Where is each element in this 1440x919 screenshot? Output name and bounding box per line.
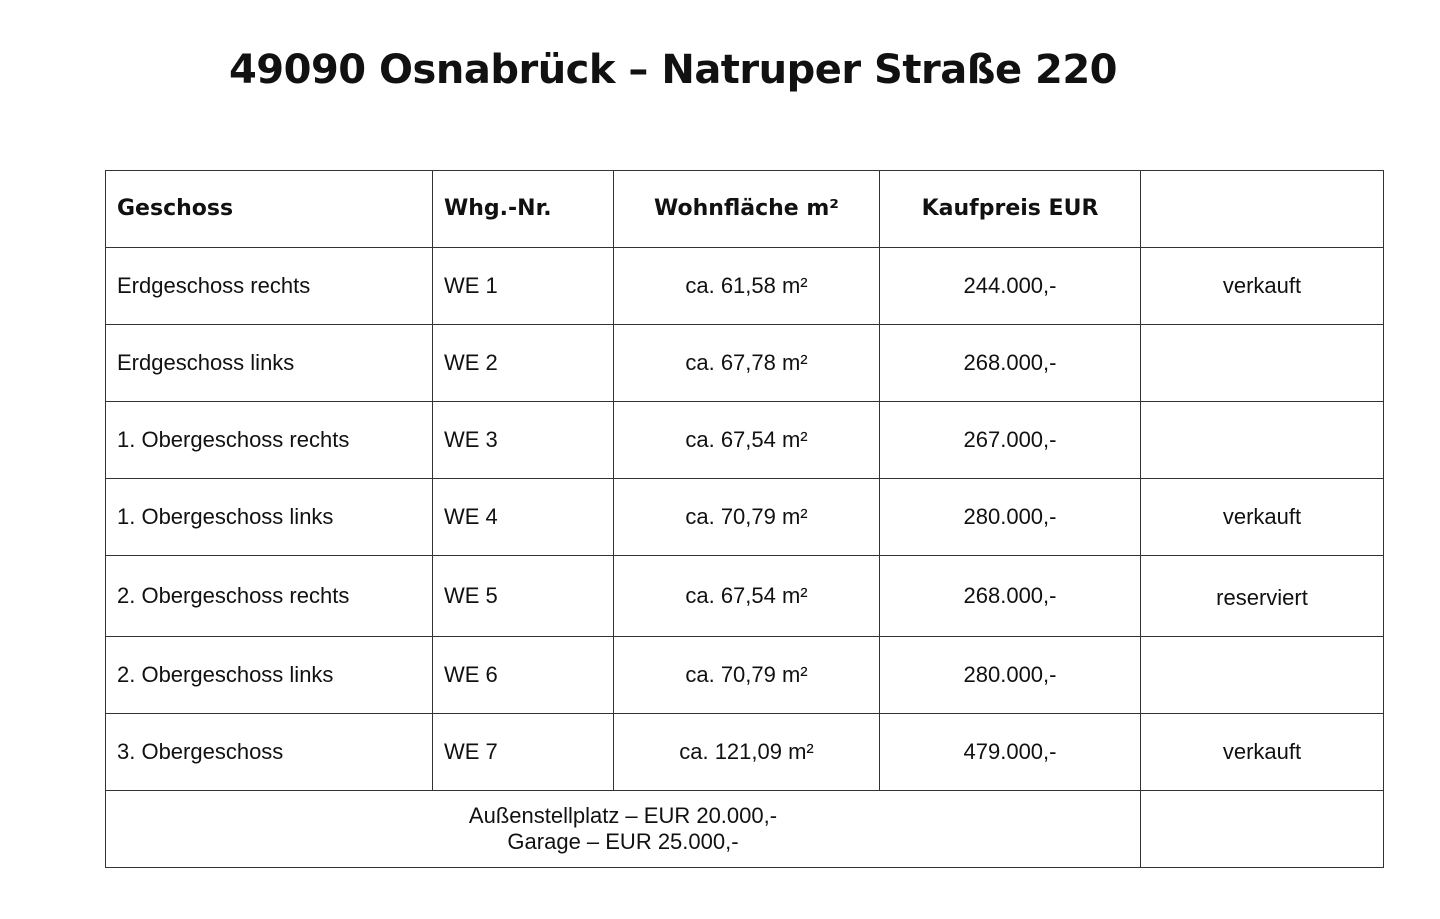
- table-row: [106, 479, 1384, 556]
- column-header-status: [1141, 171, 1384, 248]
- cell-wohnflaeche: ca. 67,54 m²: [614, 402, 880, 479]
- cell-kaufpreis: 479.000,-: [880, 714, 1141, 791]
- cell-geschoss: 1. Obergeschoss links: [106, 479, 433, 556]
- garage-price: Garage – EUR 25.000,-: [507, 829, 739, 854]
- cell-kaufpreis: 268.000,-: [880, 556, 1141, 637]
- cell-status: reserviert: [1141, 556, 1384, 637]
- cell-wohnflaeche: ca. 70,79 m²: [614, 479, 880, 556]
- column-header-whg-nr: Whg.-Nr.: [433, 171, 614, 248]
- cell-status: [1141, 325, 1384, 402]
- cell-whg-nr: WE 1: [433, 248, 614, 325]
- cell-whg-nr: WE 6: [433, 637, 614, 714]
- cell-whg-nr: WE 2: [433, 325, 614, 402]
- cell-wohnflaeche: ca. 67,54 m²: [614, 556, 880, 637]
- cell-whg-nr: WE 3: [433, 402, 614, 479]
- cell-whg-nr: WE 7: [433, 714, 614, 791]
- page-title: 49090 Osnabrück – Natruper Straße 220: [228, 47, 1118, 93]
- table-row: [106, 325, 1384, 402]
- cell-geschoss: 1. Obergeschoss rechts: [106, 402, 433, 479]
- cell-status: verkauft: [1141, 714, 1384, 791]
- cell-geschoss: 2. Obergeschoss rechts: [106, 556, 433, 637]
- table-row: [106, 556, 1384, 637]
- footer-extra-cell: [1141, 791, 1384, 868]
- outdoor-parking-price: Außenstellplatz – EUR 20.000,-: [468, 803, 778, 828]
- table-header-row: [106, 171, 1384, 248]
- table-row: [106, 248, 1384, 325]
- cell-status: verkauft: [1141, 248, 1384, 325]
- cell-wohnflaeche: ca. 67,78 m²: [614, 325, 880, 402]
- table-footer-row: [106, 791, 1384, 868]
- cell-geschoss: 3. Obergeschoss: [106, 714, 433, 791]
- table-row: [106, 402, 1384, 479]
- column-header-wohnflaeche: Wohnfläche m²: [614, 171, 880, 248]
- cell-kaufpreis: 244.000,-: [880, 248, 1141, 325]
- parking-info-cell: [106, 791, 1141, 868]
- cell-kaufpreis: 267.000,-: [880, 402, 1141, 479]
- cell-geschoss: Erdgeschoss rechts: [106, 248, 433, 325]
- column-header-geschoss: Geschoss: [106, 171, 433, 248]
- table-row: [106, 714, 1384, 791]
- cell-kaufpreis: 268.000,-: [880, 325, 1141, 402]
- cell-wohnflaeche: ca. 61,58 m²: [614, 248, 880, 325]
- apartment-table: [105, 170, 1384, 868]
- cell-wohnflaeche: ca. 121,09 m²: [614, 714, 880, 791]
- cell-whg-nr: WE 5: [433, 556, 614, 637]
- cell-status: [1141, 637, 1384, 714]
- cell-status: verkauft: [1141, 479, 1384, 556]
- cell-geschoss: 2. Obergeschoss links: [106, 637, 433, 714]
- cell-kaufpreis: 280.000,-: [880, 479, 1141, 556]
- column-header-kaufpreis: Kaufpreis EUR: [880, 171, 1141, 248]
- cell-status: [1141, 402, 1384, 479]
- table-row: [106, 637, 1384, 714]
- cell-whg-nr: WE 4: [433, 479, 614, 556]
- cell-kaufpreis: 280.000,-: [880, 637, 1141, 714]
- cell-wohnflaeche: ca. 70,79 m²: [614, 637, 880, 714]
- cell-geschoss: Erdgeschoss links: [106, 325, 433, 402]
